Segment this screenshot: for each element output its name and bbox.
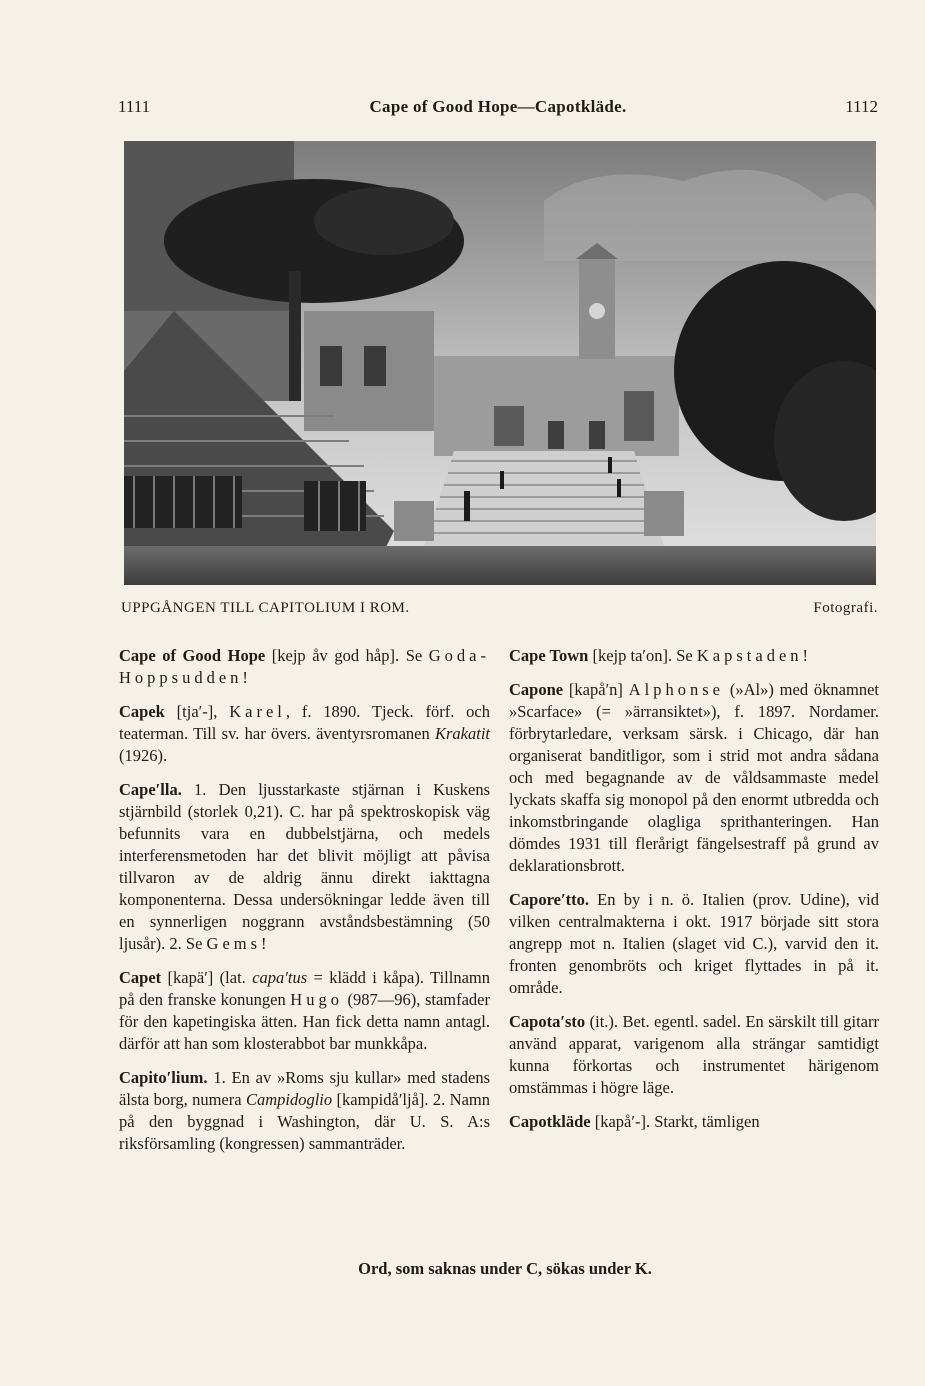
headword: Capet bbox=[119, 968, 162, 987]
caption-credit: Fotografi. bbox=[813, 600, 878, 616]
headword: Capore′tto. bbox=[509, 890, 589, 909]
right-column bbox=[509, 645, 879, 1145]
headword: Capito′lium. bbox=[119, 1068, 208, 1087]
work-title: Krakatit bbox=[434, 724, 490, 743]
person-name: Hugo bbox=[290, 990, 343, 1009]
entry-text: (it.). Bet. egentl. sadel. En särskilt till gitarr använd apparat, varigenom alla strängar samtidigt kunna förkortas och instrumentet härigenom omstämmas i högre läge. bbox=[509, 1012, 879, 1097]
headword: Cape Town bbox=[509, 646, 589, 665]
entry-text: [kapä′] (lat. bbox=[161, 968, 253, 987]
headword: Capek bbox=[119, 702, 165, 721]
entry-text: [kampidå′ljå]. 2. Namn på den byggnad i Washington, där U. S. A:s riksförsamling (kongressen) sammanträder. bbox=[119, 1090, 490, 1153]
entry-text: [kejp ta′on]. Se bbox=[588, 646, 697, 665]
cross-reference: Goda-Hoppsudden bbox=[119, 646, 490, 687]
page-number-right: 1112 bbox=[845, 97, 878, 116]
page-footer-note: Ord, som saknas under C, sökas under K. bbox=[358, 1259, 652, 1278]
entry-capitolium bbox=[119, 1067, 490, 1155]
entry-text: ! bbox=[242, 668, 248, 687]
photo-caption bbox=[121, 600, 878, 620]
headword: Capota′sto bbox=[509, 1012, 586, 1031]
cross-reference: Kapstaden bbox=[696, 646, 803, 665]
headword: Cape′lla. bbox=[119, 780, 182, 799]
page-number-left: 1111 bbox=[118, 97, 151, 116]
caption-text: UPPGÅNGEN TILL CAPITOLIUM I ROM. bbox=[121, 600, 410, 616]
entry-capotklade bbox=[509, 1111, 879, 1133]
entry-text: (»Al») med öknamnet »Scarface» (= »ärransiktet»), f. 1897. Nordamer. förbrytarledare, verksam särsk. i Chicago, där han organiserat banditligor, som i strid mot andra sådana och med begagnande av de våldsammaste medel lyckats skaffa sig monopol på den enormt utbredda och inkomstbringande olagliga sprithanteringen. Han dömdes 1931 till flerårigt fängelsestraff på grund av deklarationsbrott. bbox=[509, 680, 879, 875]
entry-text: , f. 1890. Tjeck. förf. och teaterman. Till sv. har övers. äventyrsromanen bbox=[119, 702, 490, 743]
entry-text: ! bbox=[261, 934, 267, 953]
entry-text: (987—96), stamfader för den kapetingiska ätten. Han fick detta namn antagl. därför att han som klosterabbot bar munkkåpa. bbox=[119, 990, 490, 1053]
entry-caporetto bbox=[509, 889, 879, 999]
entry-text: [kapå′n] bbox=[563, 680, 629, 699]
headword: Cape of Good Hope bbox=[119, 646, 266, 665]
entry-text: [kejp åv god håp]. Se bbox=[265, 646, 429, 665]
left-column bbox=[119, 645, 490, 1167]
running-title: Cape of Good Hope—Capotkläde. bbox=[369, 97, 627, 116]
person-name: Alphonse bbox=[628, 680, 725, 699]
entry-capone bbox=[509, 679, 879, 877]
person-name: Karel bbox=[229, 702, 286, 721]
entry-text: [kapå′-]. Starkt, tämligen bbox=[590, 1112, 760, 1131]
entry-text: En by i n. ö. Italien (prov. Udine), vid vilken centralmakterna i okt. 1917 började sitt stora angrepp mot n. Italien (slaget vid C.), varvid den it. fronten genombröts och kriget flyttades in på it. område. bbox=[509, 890, 879, 997]
entry-capella bbox=[119, 779, 490, 955]
entry-text: = klädd i kåpa). Tillnamn på den franske konungen bbox=[119, 968, 490, 1009]
capitolium-photograph bbox=[124, 141, 876, 585]
entry-cape-of-good-hope bbox=[119, 645, 490, 689]
headword: Capotkläde bbox=[509, 1112, 591, 1131]
entry-text: (1926). bbox=[119, 746, 168, 765]
italian-term: Campidoglio bbox=[245, 1090, 333, 1109]
cross-reference: Gems bbox=[206, 934, 262, 953]
headword: Capone bbox=[509, 680, 564, 699]
entry-text: [tja′-], bbox=[164, 702, 230, 721]
page-header bbox=[118, 97, 878, 121]
latin-term: capa′tus bbox=[252, 968, 308, 987]
entry-text: 1. Den ljusstarkaste stjärnan i Kuskens stjärnbild (storlek 0,21). C. har på spektroskopisk väg befunnits vara en dubbelstjärna, och medels interferensmetoden har det blivit möjligt att påvisa tillvaron av de aldrig ännu direkt iakttagna komponenterna. Dessa undersökningar ledde även till en synnerligen noggrann avståndsbestämning (50 ljusår). 2. Se bbox=[119, 780, 490, 953]
entry-text: 1. En av »Roms sju kullar» med stadens älsta borg, numera bbox=[119, 1068, 490, 1109]
entry-capotasto bbox=[509, 1011, 879, 1099]
entry-text: ! bbox=[802, 646, 809, 665]
entry-capet bbox=[119, 967, 490, 1055]
entry-capek bbox=[119, 701, 490, 767]
entry-cape-town bbox=[509, 645, 879, 667]
